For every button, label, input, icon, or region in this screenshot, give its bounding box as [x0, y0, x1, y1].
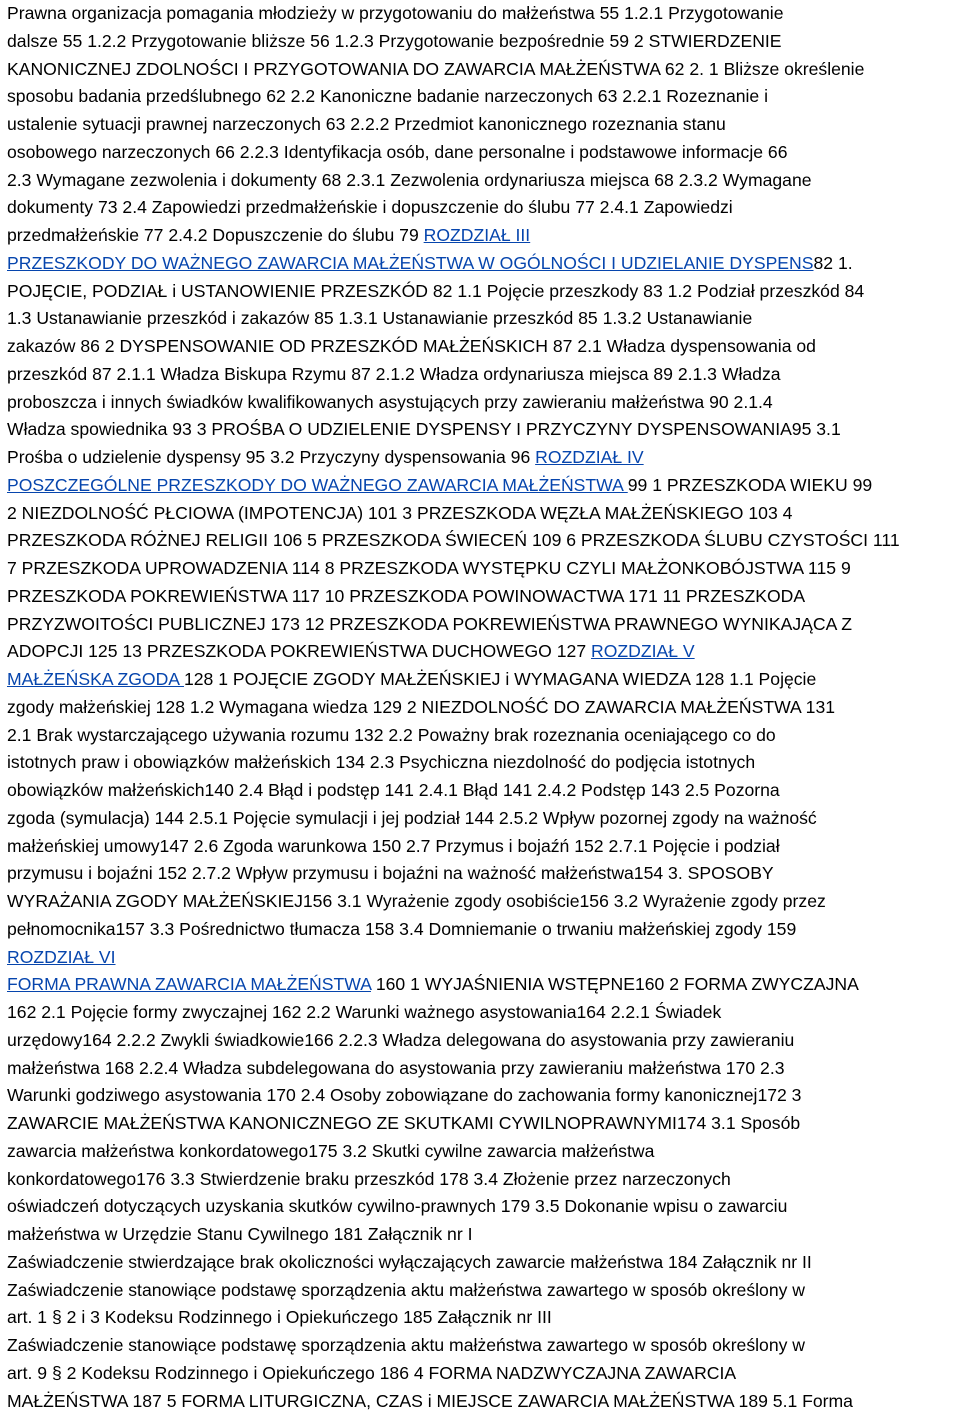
text-line — [7, 888, 960, 916]
text-segment: 99 1 PRZESZKODA WIEKU 99 — [627, 474, 873, 495]
text-line — [7, 0, 960, 28]
text-segment: oświadczeń dotyczących uzyskania skutków cywilno-prawnych 179 3.5 Dokonanie wpisu o zawarciu — [7, 1196, 788, 1217]
text-segment: WYRAŻANIA ZGODY MAŁŻEŃSKIEJ156 3.1 Wyrażenie zgody osobiście156 3.2 Wyrażenie zgody przez — [7, 891, 826, 911]
text-segment: 2.3 Wymagane zezwolenia i dokumenty 68 2.3.1 Zezwolenia ordynariusza miejsca 68 2.3.2 Wymagane — [7, 169, 812, 190]
text-line — [7, 749, 960, 777]
text-segment: proboszcza i innych świadków kwalifikowanych asystujących przy zawieraniu małżeństwa 90 2.1.4 — [7, 391, 773, 412]
text-segment: Zaświadczenie stanowiące podstawę sporządzenia aktu małżeństwa zawartego w sposób określony w — [7, 1335, 805, 1355]
text-segment: 7 PRZESZKODA UPROWADZENIA 114 8 PRZESZKODA WYSTĘPKU CZYLI MAŁŻONKOBÓJSTWA 115 9 — [7, 558, 851, 578]
chapter-link[interactable]: ROZDZIAŁ VI — [7, 946, 116, 967]
text-line — [7, 222, 960, 250]
text-segment: PRZESZKODA RÓŻNEJ RELIGII 106 5 PRZESZKODA ŚWIECEŃ 109 6 PRZESZKODA ŚLUBU CZYSTOŚCI 111 — [7, 530, 900, 551]
text-line — [7, 278, 960, 306]
text-line — [7, 305, 960, 333]
text-line — [7, 472, 960, 500]
text-line — [7, 527, 960, 555]
text-line — [7, 83, 960, 111]
text-segment: 82 1. — [813, 252, 853, 273]
text-segment: 2 NIEZDOLNOŚĆ PŁCIOWA (IMPOTENCJA) 101 3 PRZESZKODA WĘZŁA MAŁŻEŃSKIEGO 103 4 — [7, 502, 793, 523]
text-line — [7, 1388, 960, 1416]
chapter-link[interactable]: POSZCZEGÓLNE PRZESZKODY DO WAŻNEGO ZAWARCIA MAŁŻEŃSTWA — [7, 474, 628, 495]
text-line — [7, 1110, 960, 1138]
text-segment: przedmałżeńskie 77 2.4.2 Dopuszczenie do ślubu 79 — [7, 225, 424, 245]
text-segment: osobowego narzeczonych 66 2.2.3 Identyfikacja osób, dane personalne i podstawowe informacje 66 — [7, 141, 788, 162]
text-segment: KANONICZNEJ ZDOLNOŚCI I PRZYGOTOWANIA DO ZAWARCIA MAŁŻEŃSTWA 62 2. 1 Bliższe określenie — [7, 58, 865, 79]
text-line — [7, 333, 960, 361]
text-line — [7, 167, 960, 195]
text-line — [7, 139, 960, 167]
text-line — [7, 56, 960, 84]
text-segment: art. 1 § 2 i 3 Kodeksu Rodzinnego i Opiekuńczego 185 Załącznik nr III — [7, 1307, 552, 1328]
text-line — [7, 722, 960, 750]
text-segment: obowiązków małżeńskich140 2.4 Błąd i podstęp 141 2.4.1 Błąd 141 2.4.2 Podstęp 143 2.5 Pozorna — [7, 780, 780, 800]
text-segment: 162 2.1 Pojęcie formy zwyczajnej 162 2.2 Warunki ważnego asystowania164 2.2.1 Świadek — [7, 1002, 722, 1022]
text-segment: przymusu i bojaźni 152 2.7.2 Wpływ przymusu i bojaźni na ważność małżeństwa154 3. SPOSOBY — [7, 863, 774, 884]
text-line — [7, 1249, 960, 1277]
text-line — [7, 999, 960, 1027]
text-line — [7, 1082, 960, 1110]
text-line — [7, 1221, 960, 1249]
text-segment: ustalenie sytuacji prawnej narzeczonych 63 2.2.2 Przedmiot kanonicznego rozeznania stanu — [7, 114, 726, 134]
text-segment: 160 1 WYJAŚNIENIA WSTĘPNE160 2 FORMA ZWYCZAJNA — [370, 974, 859, 995]
text-segment: dalsze 55 1.2.2 Przygotowanie bliższe 56 1.2.3 Przygotowanie bezpośrednie 59 2 STWIERDZENIE — [7, 30, 782, 51]
text-segment: Prośba o udzielenie dyspensy 95 3.2 Przyczyny dyspensowania 96 — [7, 447, 536, 467]
text-segment: ADOPCJI 125 13 PRZESZKODA POKREWIEŃSTWA DUCHOWEGO 127 — [7, 641, 591, 662]
chapter-link[interactable]: ROZDZIAŁ III — [423, 225, 531, 245]
text-segment: ZAWARCIE MAŁŻEŃSTWA KANONICZNEGO ZE SKUTKAMI CYWILNOPRAWNYMI174 3.1 Sposób — [7, 1113, 801, 1133]
text-segment: 2.1 Brak wystarczającego używania rozumu 132 2.2 Poważny brak rozeznania oceniającego co do — [7, 724, 776, 745]
text-line — [7, 583, 960, 611]
text-line — [7, 194, 960, 222]
chapter-link[interactable]: PRZESZKODY DO WAŻNEGO ZAWARCIA MAŁŻEŃSTWA W OGÓLNOŚCI I UDZIELANIE DYSPENS — [7, 252, 814, 273]
text-line — [7, 1332, 960, 1360]
text-line — [7, 1138, 960, 1166]
text-line — [7, 1304, 960, 1332]
text-segment: Władza spowiednika 93 3 PROŚBA O UDZIELENIE DYSPENSY I PRZYCZYNY DYSPENSOWANIA95 3.1 — [7, 419, 841, 440]
text-segment: POJĘCIE, PODZIAŁ i USTANOWIENIE PRZESZKÓD 82 1.1 Pojęcie przeszkody 83 1.2 Podział przeszkód 84 — [7, 280, 865, 301]
text-segment: Zaświadczenie stanowiące podstawę sporządzenia aktu małżeństwa zawartego w sposób określony w — [7, 1279, 805, 1300]
text-line — [7, 444, 960, 472]
text-line — [7, 694, 960, 722]
text-segment: Zaświadczenie stwierdzające brak okoliczności wyłączających zawarcie małżeństwa 184 Załącznik nr II — [7, 1251, 812, 1272]
chapter-link[interactable]: MAŁŻEŃSKA ZGODA — [7, 669, 184, 689]
text-line — [7, 638, 960, 666]
text-line — [7, 1360, 960, 1388]
text-segment: MAŁŻEŃSTWA 187 5 FORMA LITURGICZNA, CZAS i MIEJSCE ZAWARCIA MAŁŻEŃSTWA 189 5.1 Forma — [7, 1390, 853, 1411]
chapter-link[interactable]: ROZDZIAŁ IV — [535, 447, 644, 467]
text-segment: sposobu badania przedślubnego 62 2.2 Kanoniczne badanie narzeczonych 63 2.2.1 Rozeznanie i — [7, 86, 768, 107]
text-line — [7, 971, 960, 999]
text-line — [7, 416, 960, 444]
text-segment: małżeństwa w Urzędzie Stanu Cywilnego 181 Załącznik nr I — [7, 1224, 473, 1244]
text-segment: dokumenty 73 2.4 Zapowiedzi przedmałżeńskie i dopuszczenie do ślubu 77 2.4.1 Zapowiedzi — [7, 197, 733, 218]
text-line — [7, 361, 960, 389]
text-line — [7, 1166, 960, 1194]
text-line — [7, 250, 960, 278]
text-segment: urzędowy164 2.2.2 Zwykli świadkowie166 2.2.3 Władza delegowana do asystowania przy zawieraniu — [7, 1029, 795, 1050]
text-segment: PRZESZKODA POKREWIEŃSTWA 117 10 PRZESZKODA POWINOWACTWA 171 11 PRZESZKODA — [7, 585, 806, 606]
text-segment: małżeństwa 168 2.2.4 Władza subdelegowana do asystowania przy zawieraniu małżeństwa 170 2.3 — [7, 1057, 785, 1078]
text-line — [7, 555, 960, 583]
text-segment: Prawna organizacja pomagania młodzieży w przygotowaniu do małżeństwa 55 1.2.1 Przygotowanie — [7, 3, 784, 23]
text-segment: istotnych praw i obowiązków małżeńskich 134 2.3 Psychiczna niezdolność do podjęcia istotnych — [7, 752, 756, 773]
text-line — [7, 500, 960, 528]
text-line — [7, 916, 960, 944]
text-line — [7, 860, 960, 888]
text-segment: przeszkód 87 2.1.1 Władza Biskupa Rzymu 87 2.1.2 Władza ordynariusza miejsca 89 2.1.3 Władza — [7, 363, 781, 384]
text-line — [7, 805, 960, 833]
text-line — [7, 1027, 960, 1055]
text-line — [7, 1193, 960, 1221]
chapter-link[interactable]: FORMA PRAWNA ZAWARCIA MAŁŻEŃSTWA — [7, 974, 371, 995]
text-segment: zakazów 86 2 DYSPENSOWANIE OD PRZESZKÓD MAŁŻEŃSKICH 87 2.1 Władza dyspensowania od — [7, 336, 816, 356]
text-segment: konkordatowego176 3.3 Stwierdzenie braku przeszkód 178 3.4 Złożenie przez narzeczonych — [7, 1168, 731, 1189]
text-line — [7, 777, 960, 805]
text-line — [7, 28, 960, 56]
text-segment: 128 1 POJĘCIE ZGODY MAŁŻEŃSKIEJ i WYMAGANA WIEDZA 128 1.1 Pojęcie — [183, 669, 817, 689]
text-line — [7, 944, 960, 972]
text-line — [7, 1277, 960, 1305]
text-segment: art. 9 § 2 Kodeksu Rodzinnego i Opiekuńczego 186 4 FORMA NADZWYCZAJNA ZAWARCIA — [7, 1362, 737, 1383]
text-line — [7, 666, 960, 694]
text-line — [7, 833, 960, 861]
text-segment: Warunki godziwego asystowania 170 2.4 Osoby zobowiązane do zachowania formy kanonicznej172 3 — [7, 1085, 802, 1106]
chapter-link[interactable]: ROZDZIAŁ V — [591, 641, 695, 662]
text-segment: małżeńskiej umowy147 2.6 Zgoda warunkowa 150 2.7 Przymus i bojaźń 152 2.7.1 Pojęcie i podział — [7, 835, 780, 856]
text-line — [7, 611, 960, 639]
text-segment: 1.3 Ustanawianie przeszkód i zakazów 85 1.3.1 Ustanawianie przeszkód 85 1.3.2 Ustanawianie — [7, 308, 753, 329]
text-segment: PRZYZWOITOŚCI PUBLICZNEJ 173 12 PRZESZKODA POKREWIEŃSTWA PRAWNEGO WYNIKAJĄCA Z — [7, 613, 852, 634]
text-segment: pełnomocnika157 3.3 Pośrednictwo tłumacza 158 3.4 Domniemanie o trwaniu małżeńskiej zgody 159 — [7, 918, 797, 939]
text-segment: zgody małżeńskiej 128 1.2 Wymagana wiedza 129 2 NIEZDOLNOŚĆ DO ZAWARCIA MAŁŻEŃSTWA 131 — [7, 696, 836, 717]
text-line — [7, 1055, 960, 1083]
text-segment: zawarcia małżeństwa konkordatowego175 3.2 Skutki cywilne zawarcia małżeństwa — [7, 1140, 655, 1161]
text-line — [7, 389, 960, 417]
text-line — [7, 111, 960, 139]
text-segment: zgoda (symulacja) 144 2.5.1 Pojęcie symulacji i jej podział 144 2.5.2 Wpływ pozornej zgody na ważność — [7, 807, 817, 828]
